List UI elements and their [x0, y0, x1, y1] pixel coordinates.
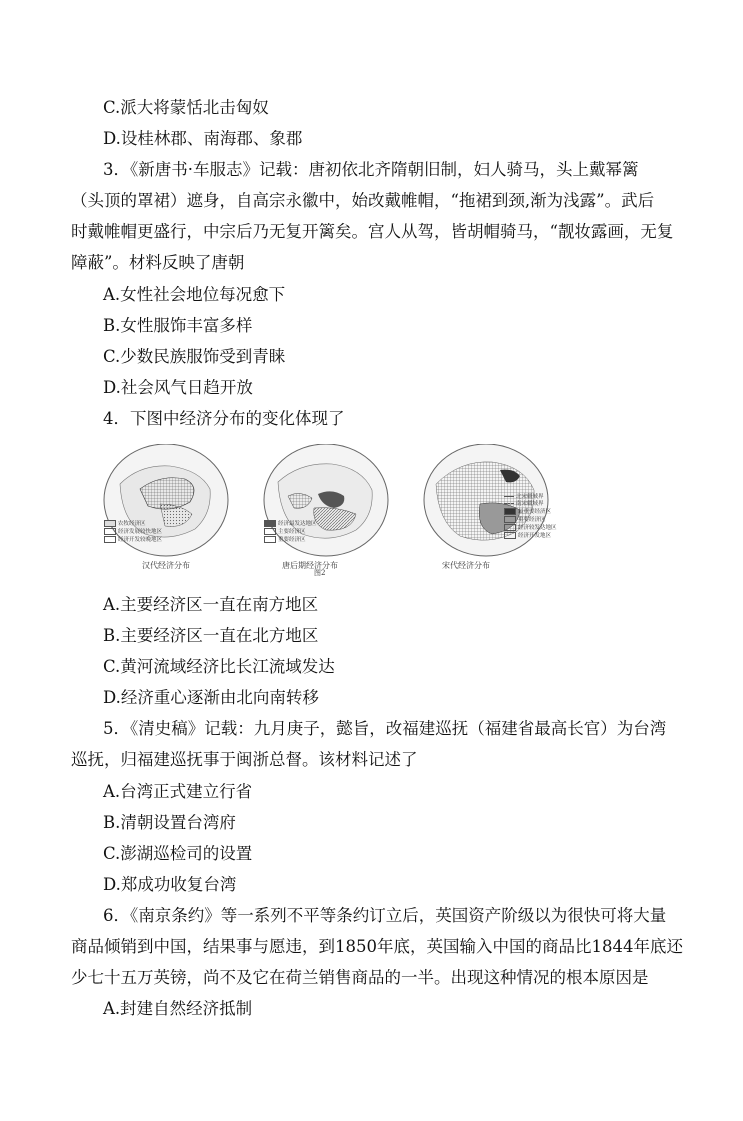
option-c: C.黄河流域经济比长江流域发达: [103, 657, 335, 676]
option-d: D.郑成功收复台湾: [103, 875, 237, 894]
option-a: A.女性社会地位每况愈下: [103, 285, 286, 304]
option-d: D.社会风气日趋开放: [103, 378, 253, 397]
option-b: B.女性服饰丰富多样: [103, 316, 253, 335]
figure-label: 图2: [314, 569, 326, 577]
question-3-line-3: 时戴帷帽更盛行，中宗后乃无复开篱矣。宫人从驾，皆胡帽骑马，“靓妆露画，无复: [71, 222, 674, 241]
question-5-line-2: 巡抚，归福建巡抚事于闽浙总督。该材料记述了: [71, 750, 418, 769]
option-d: D.设桂林郡、南海郡、象郡: [103, 129, 303, 148]
option-b: B.主要经济区一直在北方地区: [103, 626, 319, 645]
caption-song: 宋代经济分布: [442, 561, 490, 570]
han-map: [100, 444, 230, 562]
option-a: A.封建自然经济抵制: [103, 999, 253, 1018]
question-3-line-2: （头顶的罩裙）遮身，自高宗永徽中，始改戴帷帽，“拖裙到颈,渐为浅露”。武后: [71, 191, 655, 210]
option-a: A.台湾正式建立行省: [103, 782, 253, 801]
option-c: C.少数民族服饰受到青睐: [103, 347, 286, 366]
caption-tang: 唐后期经济分布: [282, 561, 338, 570]
song-legend: 北宋疆域界 南宋疆域界 最重要经济区 重要经济区 经济较发达地区 经济开发地区: [504, 494, 557, 540]
question-3-line-1: 3．《新唐书·车服志》记载：唐初依北齐隋朝旧制，妇人骑马，头上戴幂篱: [103, 160, 639, 179]
option-b: B.清朝设置台湾府: [103, 813, 236, 832]
economic-distribution-maps: [100, 444, 620, 577]
question-6-line-1: 6．《南京条约》等一系列不平等条约订立后，英国资产阶级以为很快可将大量: [103, 906, 667, 925]
question-4: 4．下图中经济分布的变化体现了: [103, 409, 345, 428]
tang-legend: 经济最发达地区 主要经济区 重要经济区: [264, 520, 317, 544]
tang-map: [260, 444, 390, 562]
question-6-line-3: 少七十五万英镑，尚不及它在荷兰销售商品的一半。出现这种情况的根本原因是: [71, 968, 649, 987]
option-c: C.派大将蒙恬北击匈奴: [103, 98, 269, 117]
question-3-line-4: 障蔽”。材料反映了唐朝: [71, 253, 245, 272]
han-legend: 农牧经济区 经济发展较快地区 经济开发较晚地区: [104, 520, 162, 544]
caption-han: 汉代经济分布: [142, 561, 190, 570]
question-6-line-2: 商品倾销到中国，结果事与愿违，到1850年底，英国输入中国的商品比1844年底还: [71, 937, 683, 956]
option-c: C.澎湖巡检司的设置: [103, 844, 253, 863]
question-5-line-1: 5．《清史稿》记载：九月庚子，懿旨，改福建巡抚（福建省最高长官）为台湾: [103, 719, 667, 738]
option-d: D.经济重心逐渐由北向南转移: [103, 688, 319, 707]
option-a: A.主要经济区一直在南方地区: [103, 595, 319, 614]
